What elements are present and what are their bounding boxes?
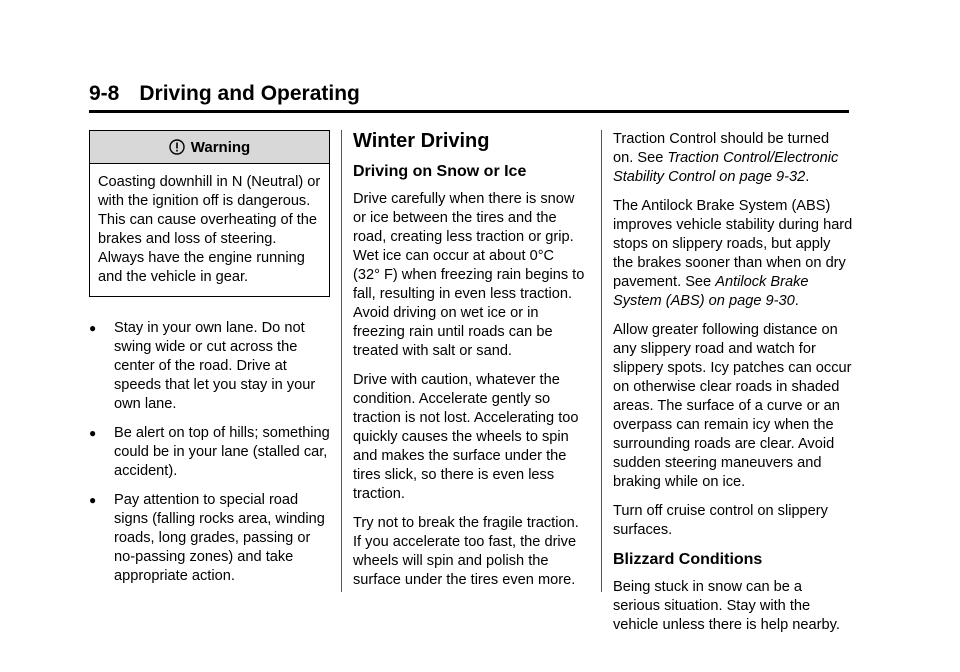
bullet-text: Stay in your own lane. Do not swing wide or cut across the center of the road. Drive at speeds that let you stay in your own lane. — [114, 320, 316, 412]
column-2 — [353, 130, 585, 600]
paragraph: Try not to break the fragile traction. If you accelerate too fast, the drive wheels will spin and polish the surface under the tires even more. — [353, 515, 579, 588]
column-3 — [613, 130, 853, 645]
paragraph — [613, 130, 853, 187]
list-item — [89, 491, 330, 586]
cross-reference-link[interactable]: Traction Control/Electronic Stability Control on page 9-32 — [613, 150, 839, 185]
text: . — [794, 293, 799, 309]
warning-title: Warning — [190, 138, 251, 156]
cross-reference-link[interactable]: Antilock Brake System (ABS) on page 9-30 — [613, 274, 809, 309]
bullet-icon: ● — [89, 493, 97, 507]
bullet-icon: ● — [89, 426, 97, 440]
paragraph: Drive carefully when there is snow or ice between the tires and the road, creating less traction or grip. Wet ice can occur at about 0°C (32° F) when freezing rain begins to fall, resulting in even less traction. Avoid driving on wet ice or in freezing rain until roads can be treated with salt or sand. — [353, 191, 585, 359]
text: . — [805, 169, 810, 185]
paragraph — [613, 197, 853, 311]
warning-header — [90, 131, 329, 164]
header-rule — [89, 110, 849, 113]
paragraph: Allow greater following distance on any slippery road and watch for slippery spots. Icy patches can occur on otherwise clear roads in shaded areas. The surface of a curve or an overpass can remain icy when the surrounding roads are clear. Avoid sudden steering maneuvers and braking while on ice. — [613, 322, 852, 490]
page-number: 9-8 — [89, 82, 120, 105]
page-header — [89, 82, 849, 113]
subsection-title: Blizzard Conditions — [613, 551, 763, 568]
bullet-text: Be alert on top of hills; something could be in your lane (stalled car, accident). — [114, 425, 330, 479]
column-divider-1 — [341, 130, 342, 592]
bullet-icon: ● — [89, 321, 97, 335]
list-item — [89, 424, 330, 481]
warning-icon — [169, 139, 185, 155]
bullet-text: Pay attention to special road signs (falling rocks area, winding roads, long grades, passing or no-passing zones) and take appropriate action. — [114, 492, 325, 584]
subsection-title: Driving on Snow or Ice — [353, 163, 527, 180]
warning-body: Coasting downhill in N (Neutral) or with the ignition off is dangerous. This can cause overheating of the brakes and loss of steering. Always have the engine running and the vehicle in gear. — [98, 174, 321, 285]
section-title: Winter Driving — [353, 130, 490, 152]
bullet-list — [89, 319, 330, 586]
column-1 — [89, 130, 330, 596]
header-text — [89, 82, 849, 110]
paragraph: Turn off cruise control on slippery surfaces. — [613, 503, 828, 538]
paragraph: Drive with caution, whatever the condition. Accelerate gently so traction is not lost. Accelerating too quickly causes the wheels to spin and makes the surface under the tires slick, so there is even less traction. — [353, 372, 579, 502]
list-item — [89, 319, 330, 414]
warning-box — [89, 130, 330, 297]
text: Traction Control should be turned on. See — [613, 131, 830, 166]
text: The Antilock Brake System (ABS) improves vehicle stability during hard stops on slippery roads, but apply the brakes sooner than when on dry pavement. See — [613, 198, 853, 290]
paragraph: Being stuck in snow can be a serious situation. Stay with the vehicle unless there is help nearby. — [613, 579, 840, 633]
chapter-title: Driving and Operating — [139, 82, 360, 105]
column-divider-2 — [601, 130, 602, 592]
